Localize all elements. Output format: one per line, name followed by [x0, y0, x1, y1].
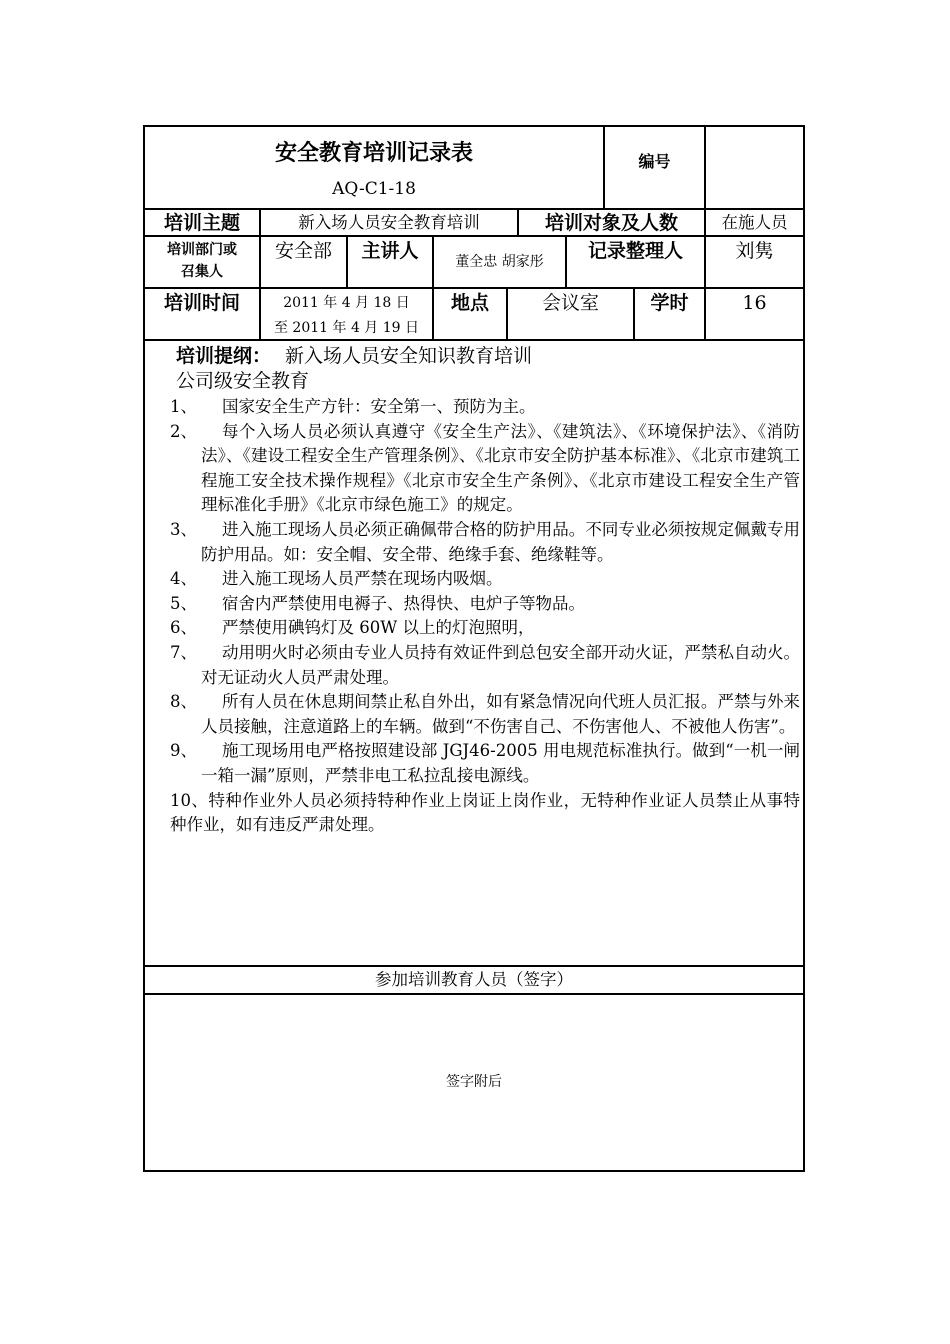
item-text: 国家安全生产方针：安全第一、预防为主。 [222, 397, 536, 416]
form-code: AQ-C1-18 [332, 179, 416, 199]
time-line1: 2011 年 4 月 18 日 [283, 295, 410, 311]
list-item [170, 395, 800, 420]
audience-label: 培训对象及人数 [544, 212, 678, 234]
form-title: 安全教育培训记录表 [274, 141, 473, 166]
recorder-value: 刘隽 [735, 240, 774, 262]
item-number: 3、 [170, 519, 197, 539]
training-record-table [143, 125, 805, 1172]
signature-note: 签字附后 [446, 1074, 502, 1090]
outline-subtitle: 公司级安全教育 [176, 370, 310, 392]
dept-label-line1: 培训部门或 [167, 242, 237, 258]
item-number: 2、 [170, 421, 197, 441]
time-line2: 至 2011 年 4 月 19 日 [273, 320, 420, 336]
place-label: 地点 [450, 292, 489, 314]
outline-heading [176, 342, 796, 370]
speaker-value: 董全忠 胡家彤 [455, 254, 544, 270]
audience-value: 在施人员 [721, 213, 788, 232]
outline-title: 新入场人员安全知识教育培训 [285, 345, 533, 367]
list-item [170, 592, 800, 617]
item-text: 所有人员在休息期间禁止私自外出，如有紧急情况向代班人员汇报。严禁与外来人员接触，注意道路上的车辆。做到“不伤害自己、不伤害他人、不被他人伤害”。 [201, 692, 800, 736]
item-number: 4、 [170, 569, 197, 589]
outline-label: 培训提纲： [176, 345, 272, 367]
item-number: 5、 [170, 593, 197, 613]
item-text: 每个入场人员必须认真遵守《安全生产法》、《建筑法》、《环境保护法》、《消防法》、《建设工程安全生产管理条例》、《北京市安全防护基本标准》、《北京市建筑工程施工安全技术操作规程》《北京市安全生产条例》、《北京市建设工程安全生产管理标准化手册》《北京市绿色施工》的规定。 [201, 421, 800, 515]
item-text: 进入施工现场人员严禁在现场内吸烟。 [222, 569, 503, 589]
list-item [170, 789, 800, 838]
list-item [170, 690, 800, 739]
signature-header: 参加培训教育人员（签字） [375, 970, 573, 989]
item-number: 7、 [170, 642, 197, 662]
topic-value: 新入场人员安全教育培训 [298, 213, 480, 232]
item-number: 6、 [170, 618, 197, 638]
item-text: 施工现场用电严格按照建设部 JGJ46-2005 用电规范标准执行。做到“一机一闸一箱一漏”原则，严禁非电工私拉乱接电源线。 [201, 741, 800, 785]
place-value: 会议室 [541, 292, 599, 314]
list-item [170, 641, 800, 690]
dept-label [145, 239, 259, 283]
list-item [170, 567, 800, 592]
list-item [170, 420, 800, 518]
topic-label: 培训主题 [163, 212, 240, 234]
item-text: 进入施工现场人员必须正确佩带合格的防护用品。不同专业必须按规定佩戴专用防护用品。如：安全帽、安全带、绝缘手套、绝缘鞋等。 [201, 519, 800, 564]
item-number: 1、 [170, 397, 197, 416]
speaker-label: 主讲人 [361, 240, 419, 262]
dept-value: 安全部 [274, 240, 332, 262]
dept-label-line2: 召集人 [181, 264, 223, 280]
item-text: 严禁使用碘钨灯及 60W 以上的灯泡照明， [222, 618, 535, 638]
number-label: 编号 [638, 152, 671, 171]
item-text: 动用明火时必须由专业人员持有效证件到总包安全部开动火证，严禁私自动火。对无证动火人员严肃处理。 [201, 642, 800, 687]
item-text: 10、特种作业外人员必须持特种作业上岗证上岗作业，无特种作业证人员禁止从事特种作业，如有违反严肃处理。 [170, 790, 800, 835]
item-text: 宿舍内严禁使用电褥子、热得快、电炉子等物品。 [222, 593, 585, 613]
time-label: 培训时间 [163, 292, 240, 314]
list-item [170, 518, 800, 567]
hours-value: 16 [742, 292, 767, 314]
hours-label: 学时 [650, 292, 689, 314]
item-number: 8、 [170, 692, 197, 712]
recorder-label: 记录整理人 [587, 240, 683, 262]
item-number: 9、 [170, 741, 197, 761]
outline-list [170, 395, 800, 838]
list-item [170, 739, 800, 788]
list-item [170, 616, 800, 641]
time-value [261, 291, 432, 341]
